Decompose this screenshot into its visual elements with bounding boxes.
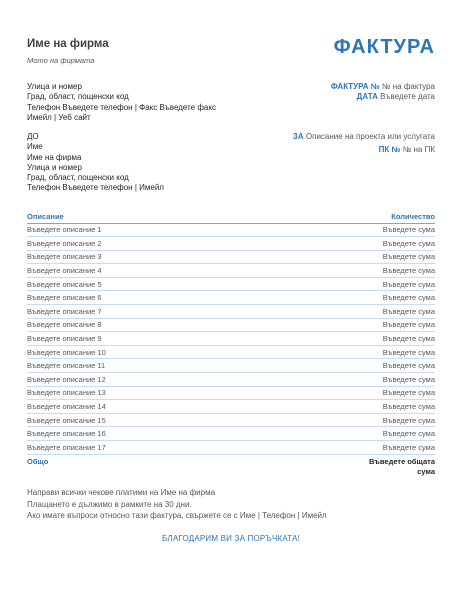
item-amount[interactable]: Въведете сума: [229, 291, 435, 305]
item-amount[interactable]: Въведете сума: [229, 345, 435, 359]
item-amount[interactable]: Въведете сума: [229, 332, 435, 346]
item-amount[interactable]: Въведете сума: [229, 427, 435, 441]
table-row: [27, 373, 435, 387]
item-description[interactable]: Въведете описание 11: [27, 359, 229, 373]
company-street[interactable]: Улица и номер: [27, 82, 82, 91]
item-amount[interactable]: Въведете сума: [229, 400, 435, 414]
item-description[interactable]: Въведете описание 10: [27, 345, 229, 359]
table-row: [27, 318, 435, 332]
amount-header: Количество: [229, 212, 435, 223]
po-label: ПК №: [378, 145, 401, 155]
table-row: [27, 277, 435, 291]
company-email-web[interactable]: Имейл | Уеб сайт: [27, 112, 91, 122]
item-amount[interactable]: Въведете сума: [229, 373, 435, 387]
bill-to-street[interactable]: Улица и номер: [27, 162, 82, 172]
for-label: ЗА: [292, 132, 304, 141]
company-name[interactable]: Име на фирма: [27, 38, 109, 50]
thank-you-message: БЛАГОДАРИМ ВИ ЗА ПОРЪЧКАТА!: [161, 534, 301, 543]
item-description[interactable]: Въведете описание 9: [27, 332, 229, 346]
item-description[interactable]: Въведете описание 15: [27, 413, 229, 427]
item-description[interactable]: Въведете описание 14: [27, 400, 229, 414]
item-amount[interactable]: Въведете сума: [229, 413, 435, 427]
item-description[interactable]: Въведете описание 6: [27, 291, 229, 305]
bill-to-block: [27, 132, 164, 194]
for-value[interactable]: Описание на проекта или услугата: [305, 132, 435, 141]
item-description[interactable]: Въведете описание 5: [27, 277, 229, 291]
company-phone-fax[interactable]: Телефон Въведете телефон | Факс Въведете факс: [27, 102, 216, 112]
item-description[interactable]: Въведете описание 12: [27, 373, 229, 387]
bill-to-city[interactable]: Град, област, пощенски код: [27, 173, 129, 183]
table-row: [27, 332, 435, 346]
items-header-row: [27, 212, 435, 223]
notes-line-2: Плащането е дължимо в рамките на 30 дни.: [27, 499, 192, 509]
table-row: [27, 291, 435, 305]
item-amount[interactable]: Въведете сума: [229, 441, 435, 455]
notes-line-3: Ако имате въпроси относно тази фактура, свържете се с Име | Телефон | Имейл: [27, 511, 327, 520]
item-amount[interactable]: Въведете сума: [229, 277, 435, 291]
company-address-block: [27, 82, 216, 123]
item-description[interactable]: Въведете описание 13: [27, 386, 229, 400]
project-block: [293, 132, 435, 156]
notes-line-1: Направи всички чекове платими на Име на фирма: [27, 488, 216, 497]
item-amount[interactable]: Въведете сума: [229, 237, 435, 251]
item-description[interactable]: Въведете описание 7: [27, 305, 229, 319]
item-description[interactable]: Въведете описание 8: [27, 318, 229, 332]
table-row: [27, 400, 435, 414]
item-description[interactable]: Въведете описание 3: [27, 250, 229, 264]
item-amount[interactable]: Въведете сума: [229, 264, 435, 278]
table-row: [27, 413, 435, 427]
invoice-meta-block: [331, 82, 435, 103]
item-amount[interactable]: Въведете сума: [229, 318, 435, 332]
table-row: [27, 427, 435, 441]
payment-notes: [27, 487, 327, 522]
table-row: [27, 441, 435, 455]
table-row: [27, 223, 435, 237]
invoice-date-value[interactable]: Въведете дата: [380, 92, 435, 102]
invoice-number-label: ФАКТУРА №: [330, 82, 380, 91]
item-amount[interactable]: Въведете сума: [229, 223, 435, 237]
item-amount[interactable]: Въведете сума: [229, 386, 435, 400]
description-header: Описание: [27, 212, 229, 223]
total-value[interactable]: Въведете общата сума: [369, 456, 435, 476]
company-slogan[interactable]: Мото на фирмата: [27, 56, 95, 65]
total-label: Общо: [27, 456, 49, 466]
item-amount[interactable]: Въведете сума: [229, 305, 435, 319]
item-description[interactable]: Въведете описание 16: [27, 427, 229, 441]
item-description[interactable]: Въведете описание 17: [27, 441, 229, 455]
bill-to-label: ДО: [27, 132, 39, 141]
total-row: [27, 454, 435, 477]
invoice-number-value[interactable]: № на фактура: [381, 82, 435, 91]
table-row: [27, 237, 435, 251]
invoice-date-label: ДАТА: [356, 92, 378, 102]
company-city[interactable]: Град, област, пощенски код: [27, 92, 129, 102]
bill-to-company[interactable]: Име на фирма: [27, 152, 82, 162]
table-row: [27, 345, 435, 359]
bill-to-phone-email[interactable]: Телефон Въведете телефон | Имейл: [27, 183, 164, 193]
table-row: [27, 264, 435, 278]
items-table: [27, 212, 435, 477]
item-description[interactable]: Въведете описание 1: [27, 223, 229, 237]
item-description[interactable]: Въведете описание 4: [27, 264, 229, 278]
po-value[interactable]: № на ПК: [402, 145, 435, 155]
table-row: [27, 359, 435, 373]
bill-to-name[interactable]: Име: [27, 142, 43, 152]
invoice-title: ФАКТУРА: [333, 36, 435, 58]
item-amount[interactable]: Въведете сума: [229, 359, 435, 373]
table-row: [27, 250, 435, 264]
item-amount[interactable]: Въведете сума: [229, 250, 435, 264]
items-body: [27, 223, 435, 454]
table-row: [27, 305, 435, 319]
item-description[interactable]: Въведете описание 2: [27, 237, 229, 251]
table-row: [27, 386, 435, 400]
